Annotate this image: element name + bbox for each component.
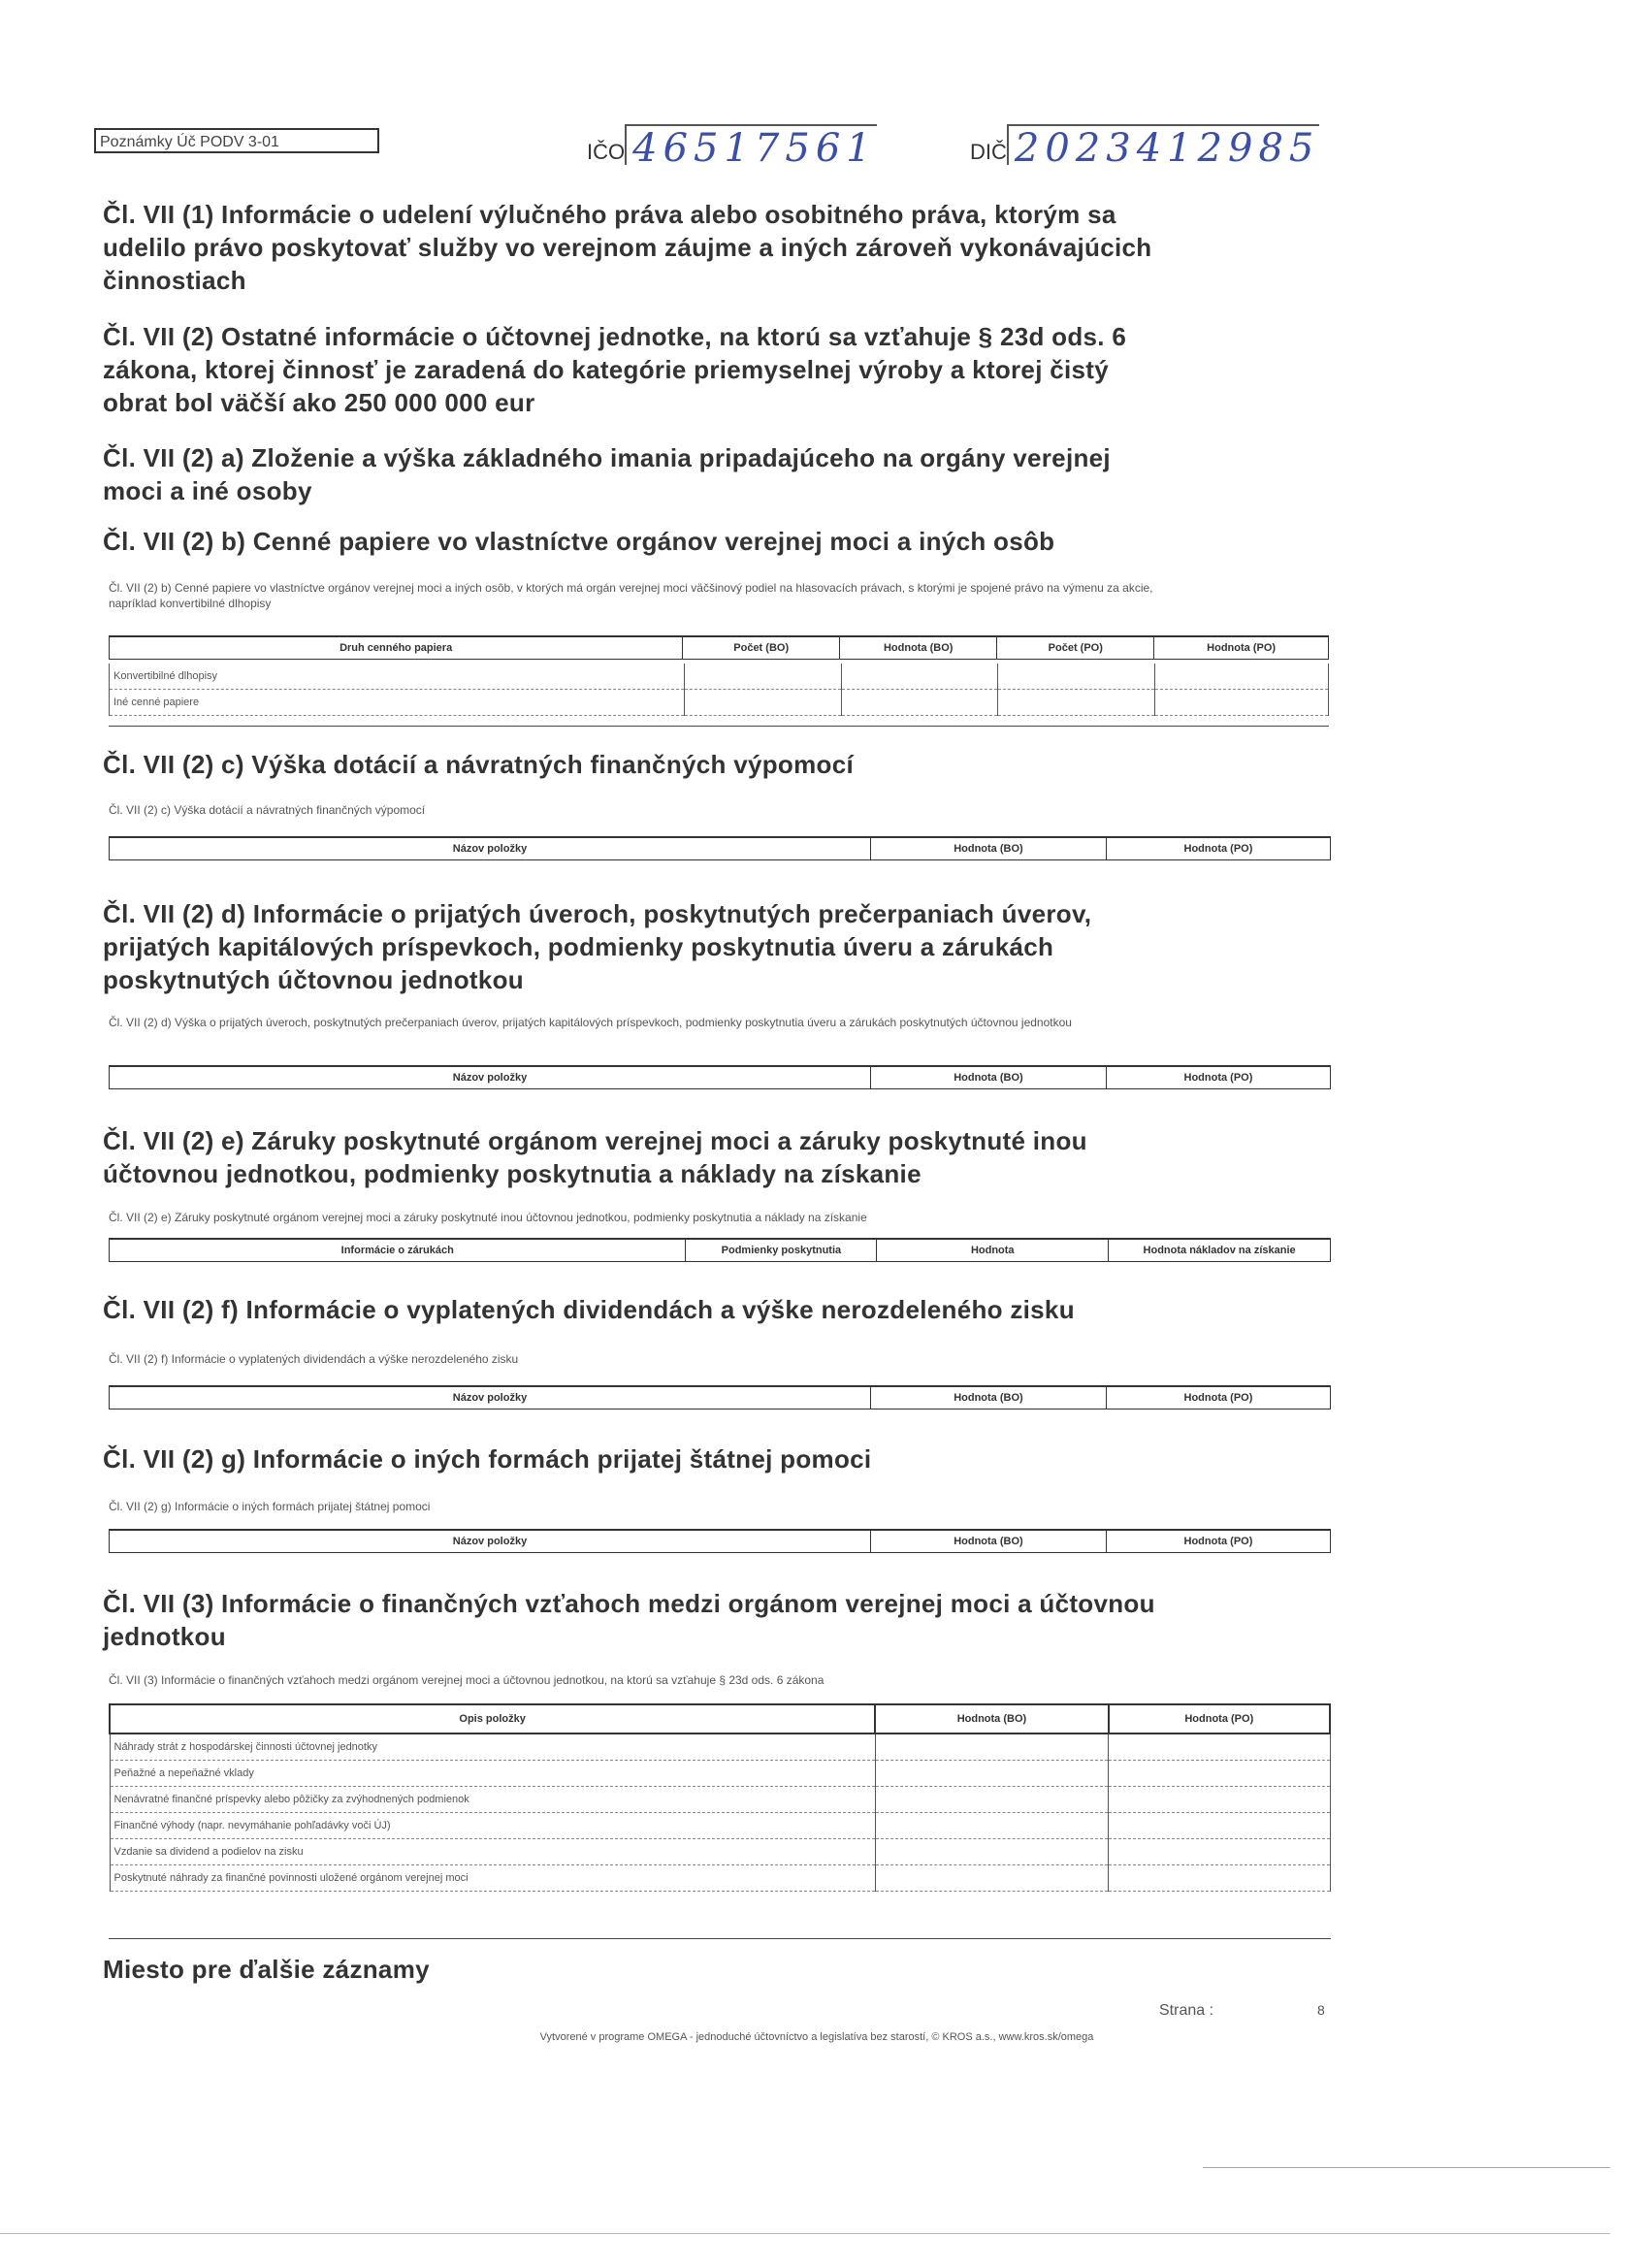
col-header: Hodnota (PO) — [1106, 1066, 1330, 1089]
col-header: Názov položky — [110, 837, 871, 860]
page-number: 8 — [1317, 2002, 1325, 2018]
row-label: Vzdanie sa dividend a podielov na zisku — [110, 1839, 875, 1865]
col-header: Hodnota (BO) — [870, 1530, 1106, 1553]
table-row — [110, 690, 1329, 716]
section-subtitle-vii-3: Čl. VII (3) Informácie o finančných vzťahoch medzi orgánom verejnej moci a účtovnou jednotkou, na ktorú sa vzťahuje § 23d ods. 6 zákona — [109, 1673, 824, 1687]
section-subtitle-vii-2g: Čl. VII (2) g) Informácie o iných formách prijatej štátnej pomoci — [109, 1500, 431, 1513]
col-header: Hodnota — [877, 1239, 1109, 1262]
col-header: Hodnota (BO) — [840, 636, 997, 660]
row-label: Nenávratné finančné príspevky alebo pôžičky za zvýhodnených podmienok — [110, 1787, 875, 1813]
col-header: Hodnota (PO) — [1106, 1530, 1330, 1553]
scan-artifact-line — [0, 2233, 1610, 2234]
table-vii-2b — [109, 635, 1329, 660]
table-row — [110, 664, 1329, 690]
section-title-vii-2c: Čl. VII (2) c) Výška dotácií a návratných finančných výpomocí — [103, 750, 854, 779]
table-row — [110, 1787, 1330, 1813]
section-title-vii-2a: Čl. VII (2) a) Zloženie a výška základného imania pripadajúceho na orgány verejnej moci a iné osoby — [103, 443, 1111, 505]
section-subtitle-vii-2c: Čl. VII (2) c) Výška dotácií a návratných finančných výpomocí — [109, 803, 426, 817]
table-vii-2b-rows — [109, 664, 1329, 716]
section-title-vii-1: Čl. VII (1) Informácie o udelení výlučného práva alebo osobitného práva, ktorým sa udelilo právo poskytovať služby vo verejnom záujme a iných zároveň vykonávajúcich činnostiach — [103, 200, 1152, 295]
row-label: Finančné výhody (napr. nevymáhanie pohľadávky voči ÚJ) — [110, 1813, 875, 1839]
table-row — [110, 1813, 1330, 1839]
col-header: Druh cenného papiera — [110, 636, 683, 660]
col-header: Hodnota (BO) — [870, 1386, 1106, 1409]
col-header: Počet (PO) — [997, 636, 1154, 660]
col-header: Hodnota (PO) — [1154, 636, 1329, 660]
col-header: Podmienky poskytnutia — [686, 1239, 877, 1262]
table-vii-2e — [109, 1238, 1331, 1262]
col-header: Názov položky — [110, 1386, 871, 1409]
ico-field — [587, 124, 877, 171]
ico-label: IČO — [587, 140, 626, 164]
col-header: Hodnota (PO) — [1109, 1704, 1330, 1733]
table-row — [110, 1761, 1330, 1787]
table-vii-2g — [109, 1529, 1331, 1553]
table-row — [110, 1839, 1330, 1865]
dic-value: 2023412985 — [1014, 126, 1320, 171]
dic-label: DIČ — [970, 140, 1007, 164]
section-title-vii-2d: Čl. VII (2) d) Informácie o prijatých úveroch, poskytnutých prečerpaniach úverov, prijatých kapitálových príspevkoch, podmienky poskytnutia úveru a zárukách poskytnutých účtovnou jednotkou — [103, 899, 1092, 994]
form-label: Poznámky Úč PODV 3-01 — [94, 128, 379, 153]
col-header: Hodnota (BO) — [870, 837, 1106, 860]
col-header: Hodnota nákladov na získanie — [1109, 1239, 1331, 1262]
table-row — [110, 1865, 1330, 1892]
col-header: Hodnota (BO) — [875, 1704, 1108, 1733]
col-header: Názov položky — [110, 1530, 871, 1553]
row-label: Iné cenné papiere — [110, 690, 685, 716]
col-header: Informácie o zárukách — [110, 1239, 686, 1262]
table-row — [110, 1733, 1330, 1761]
page-label: Strana : — [1159, 2002, 1214, 2019]
section-title-vii-3: Čl. VII (3) Informácie o finančných vzťahoch medzi orgánom verejnej moci a účtovnou jednotkou — [103, 1589, 1155, 1651]
col-header: Názov položky — [110, 1066, 871, 1089]
row-label: Konvertibilné dlhopisy — [110, 664, 685, 690]
section-title-vii-2b: Čl. VII (2) b) Cenné papiere vo vlastníctve orgánov verejnej moci a iných osôb — [103, 527, 1055, 556]
section-title-vii-2: Čl. VII (2) Ostatné informácie o účtovnej jednotke, na ktorú sa vzťahuje § 23d ods. 6 zákona, ktorej činnosť je zaradená do kategórie priemyselnej výroby a ktorej čistý obrat bol väčší ako 250 000 000 eur — [103, 322, 1127, 417]
col-header: Hodnota (PO) — [1106, 837, 1330, 860]
section-title-vii-2e: Čl. VII (2) e) Záruky poskytnuté orgánom verejnej moci a záruky poskytnuté inou účtovnou jednotkou, podmienky poskytnutia a náklady na získanie — [103, 1126, 1087, 1188]
scan-artifact-line — [1203, 2167, 1610, 2168]
col-header: Hodnota (BO) — [870, 1066, 1106, 1089]
ico-value: 46517561 — [632, 126, 877, 171]
row-label: Peňažné a nepeňažné vklady — [110, 1761, 875, 1787]
table-vii-2d — [109, 1065, 1331, 1089]
col-header: Opis položky — [110, 1704, 875, 1733]
table-vii-3 — [109, 1703, 1331, 1892]
generated-by: Vytvorené v programe OMEGA - jednoduché účtovníctvo a legislatíva bez starostí, © KROS a.s., www.kros.sk/omega — [539, 2031, 1094, 2043]
col-header: Počet (BO) — [683, 636, 840, 660]
section-title-vii-2g: Čl. VII (2) g) Informácie o iných formách prijatej štátnej pomoci — [103, 1444, 872, 1474]
table-vii-2f — [109, 1385, 1331, 1409]
dic-field — [970, 124, 1320, 171]
section-subtitle-vii-2e: Čl. VII (2) e) Záruky poskytnuté orgánom verejnej moci a záruky poskytnuté inou účtovnou jednotkou, podmienky poskytnutia a náklady na získanie — [109, 1211, 867, 1224]
row-label: Poskytnuté náhrady za finančné povinnosti uložené orgánom verejnej moci — [110, 1865, 875, 1892]
section-subtitle-vii-2b: Čl. VII (2) b) Cenné papiere vo vlastníctve orgánov verejnej moci a iných osôb, v ktorých má orgán verejnej moci väčšinový podiel na hlasovacích právach, s ktorými je spojené právo na výmenu za akcie, napríklad konvertibilné dlhopisy — [109, 581, 1153, 610]
section-subtitle-vii-2f: Čl. VII (2) f) Informácie o vyplatených dividendách a výške nerozdeleného zisku — [109, 1352, 519, 1366]
table-vii-2c — [109, 836, 1331, 860]
section-title-vii-2f: Čl. VII (2) f) Informácie o vyplatených dividendách a výške nerozdeleného zisku — [103, 1295, 1075, 1324]
section-subtitle-vii-2d: Čl. VII (2) d) Výška o prijatých úveroch, poskytnutých prečerpaniach úverov, prijatých kapitálových príspevkoch, podmienky poskytnutia úveru a zárukách poskytnutých účtovnou jednotkou — [109, 1016, 1072, 1029]
row-label: Náhrady strát z hospodárskej činnosti účtovnej jednotky — [110, 1733, 875, 1761]
col-header: Hodnota (PO) — [1106, 1386, 1330, 1409]
notes-title: Miesto pre ďalšie záznamy — [103, 1955, 430, 1984]
